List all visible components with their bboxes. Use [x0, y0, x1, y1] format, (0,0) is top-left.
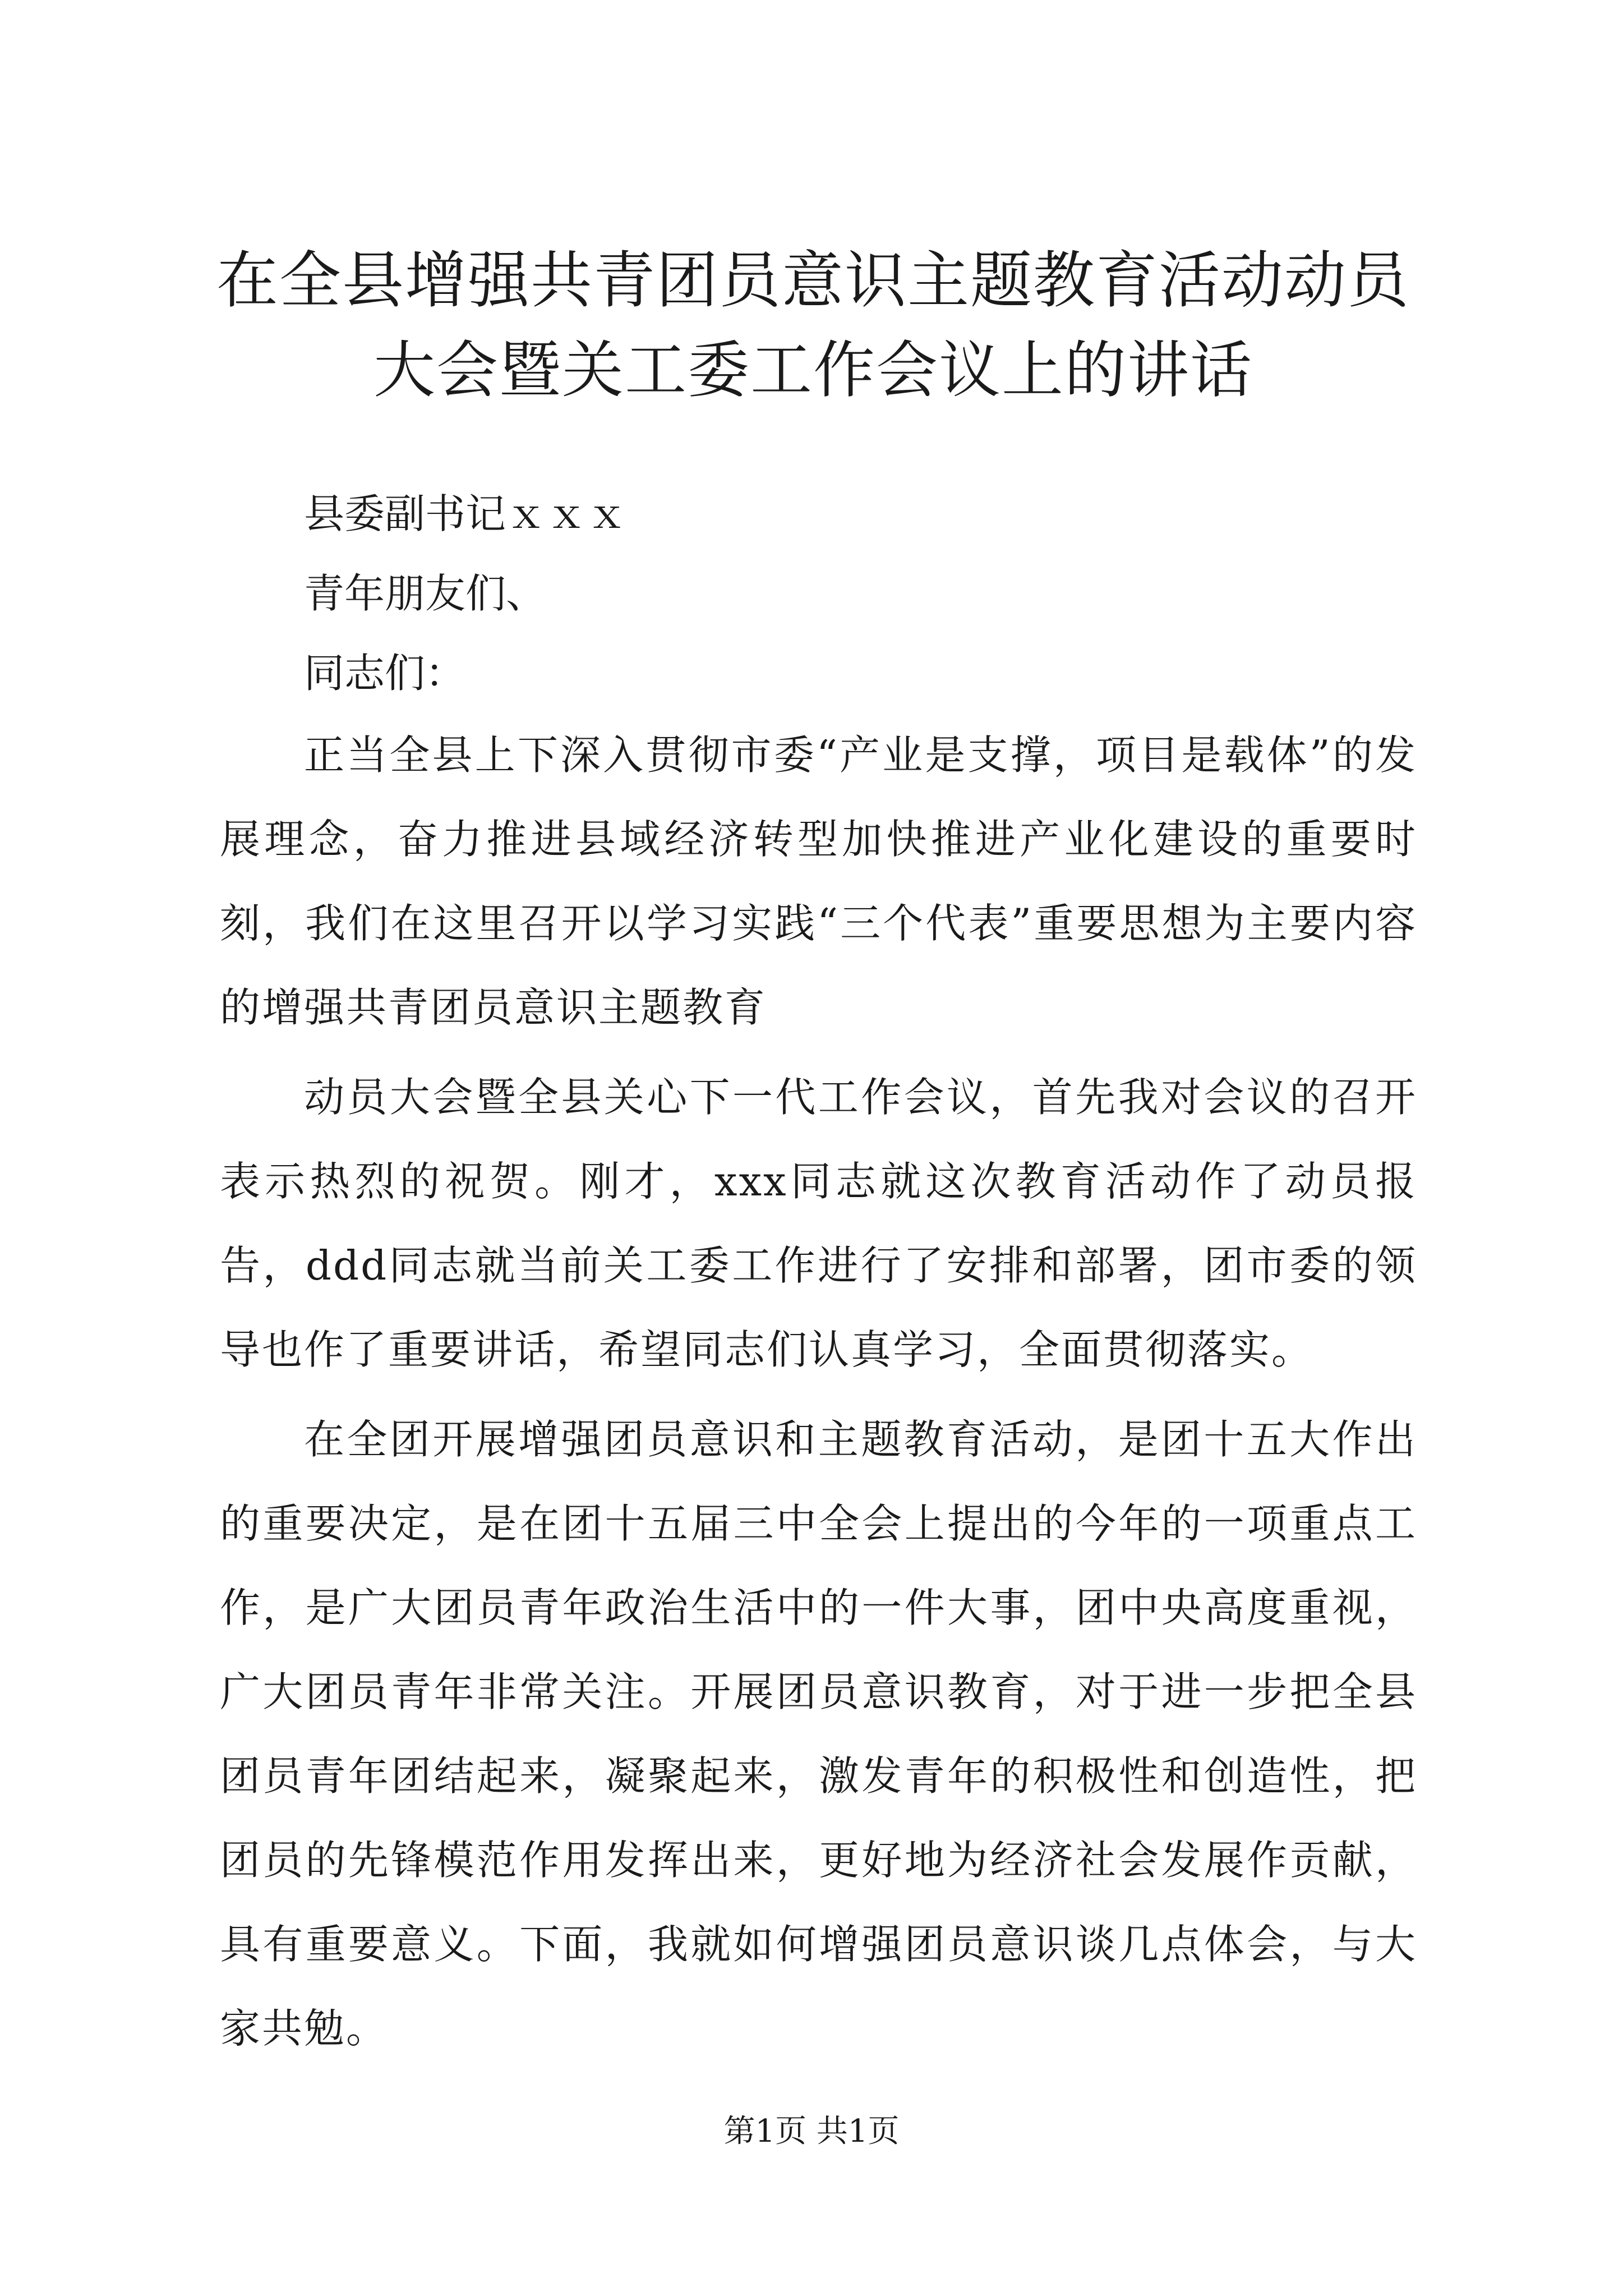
paragraph: 正当全县上下深入贯彻市委“产业是支撑，项目是载体”的发展理念，奋力推进县域经济转型加快推进产业化建设的重要时刻，我们在这里召开以学习实践“三个代表”重要思想为主要内容的增强共青团员意识主题教育	[220, 731, 1417, 1031]
salutation-line: 同志们：	[304, 650, 466, 697]
paragraph: 动员大会暨全县关心下一代工作会议，首先我对会议的召开表示热烈的祝贺。刚才，xxx同志就这次教育活动作了动员报告，ddd同志就当前关工委工作进行了安排和部署，团市委的领导也作了重要讲话，希望同志们认真学习，全面贯彻落实。	[220, 1074, 1417, 1373]
author-line: 县委副书记ｘｘｘ	[304, 490, 628, 537]
paragraph: 在全团开展增强团员意识和主题教育活动，是团十五大作出的重要决定，是在团十五届三中全会上提出的今年的一项重点工作，是广大团员青年政治生活中的一件大事，团中央高度重视，广大团员青年非常关注。开展团员意识教育，对于进一步把全县团员青年团结起来，凝聚起来，激发青年的积极性和创造性，把团员的先锋模范作用发挥出来，更好地为经济社会发展作贡献，具有重要意义。下面，我就如何增强团员意识谈几点体会，与大家共勉。	[220, 1416, 1417, 2052]
page-footer: 第1页 共1页	[723, 2113, 900, 2150]
document-title: 在全县增强共青团员意识主题教育活动动员大会暨关工委工作会议上的讲话	[216, 245, 1410, 406]
salutation-line: 青年朋友们、	[304, 570, 547, 617]
document-body	[220, 474, 1417, 2076]
